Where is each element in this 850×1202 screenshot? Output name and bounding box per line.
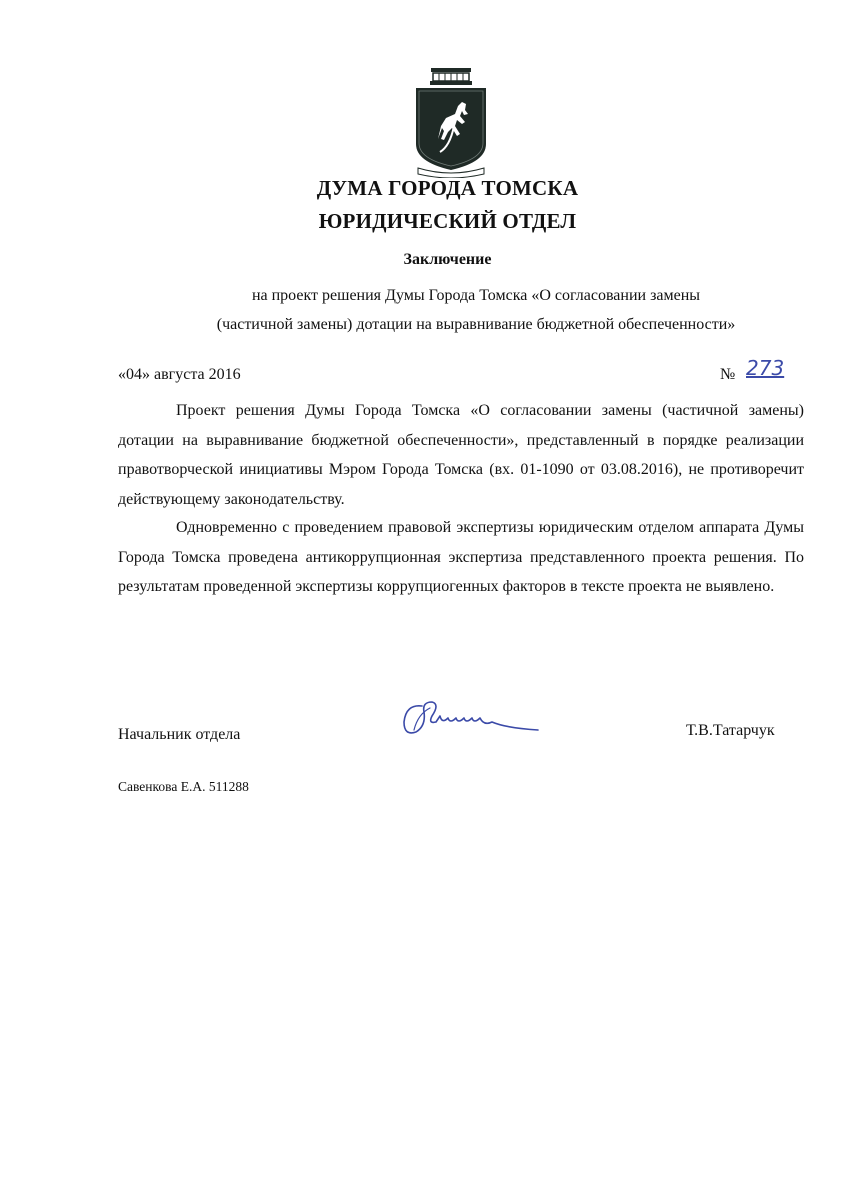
body-paragraph: Одновременно с проведением правовой экспертизы юридическим отделом аппарата Думы Города Томска проведена антикоррупционная экспертиза представленного проекта решения. По результатам проведенной экспертизы коррупциогенных факторов в тексте проекта не выявлено. <box>118 519 804 595</box>
subject-line-2: (частичной замены) дотации на выравнивание бюджетной обеспеченности» <box>216 316 736 333</box>
body-paragraph: Проект решения Думы Города Томска «О согласовании замены (частичной замены) дотации на выравнивание бюджетной обеспеченности», представленный в порядке реализации правотворческой инициативы Мэром Города Томска (вх. 01-1090 от 03.08.2016), не противоречит действующему законодательству. <box>118 402 804 508</box>
handwritten-signature-icon <box>396 696 546 746</box>
signer-name: Т.В.Татарчук <box>686 722 775 739</box>
document-number <box>720 356 800 386</box>
org-name: ДУМА ГОРОДА ТОМСКА <box>316 176 579 200</box>
signer-position: Начальник отдела <box>118 726 241 743</box>
document-date: «04» августа 2016 <box>118 366 241 383</box>
document-title: Заключение <box>403 251 492 268</box>
number-value: 273 <box>746 356 785 380</box>
tomsk-coat-of-arms-icon <box>410 66 492 178</box>
department-name: ЮРИДИЧЕСКИЙ ОТДЕЛ <box>318 209 577 233</box>
executor-info: Савенкова Е.А. 511288 <box>118 779 249 794</box>
number-sign: № <box>720 366 736 383</box>
subject-line-1: на проект решения Думы Города Томска «О согласовании замены <box>251 287 701 304</box>
